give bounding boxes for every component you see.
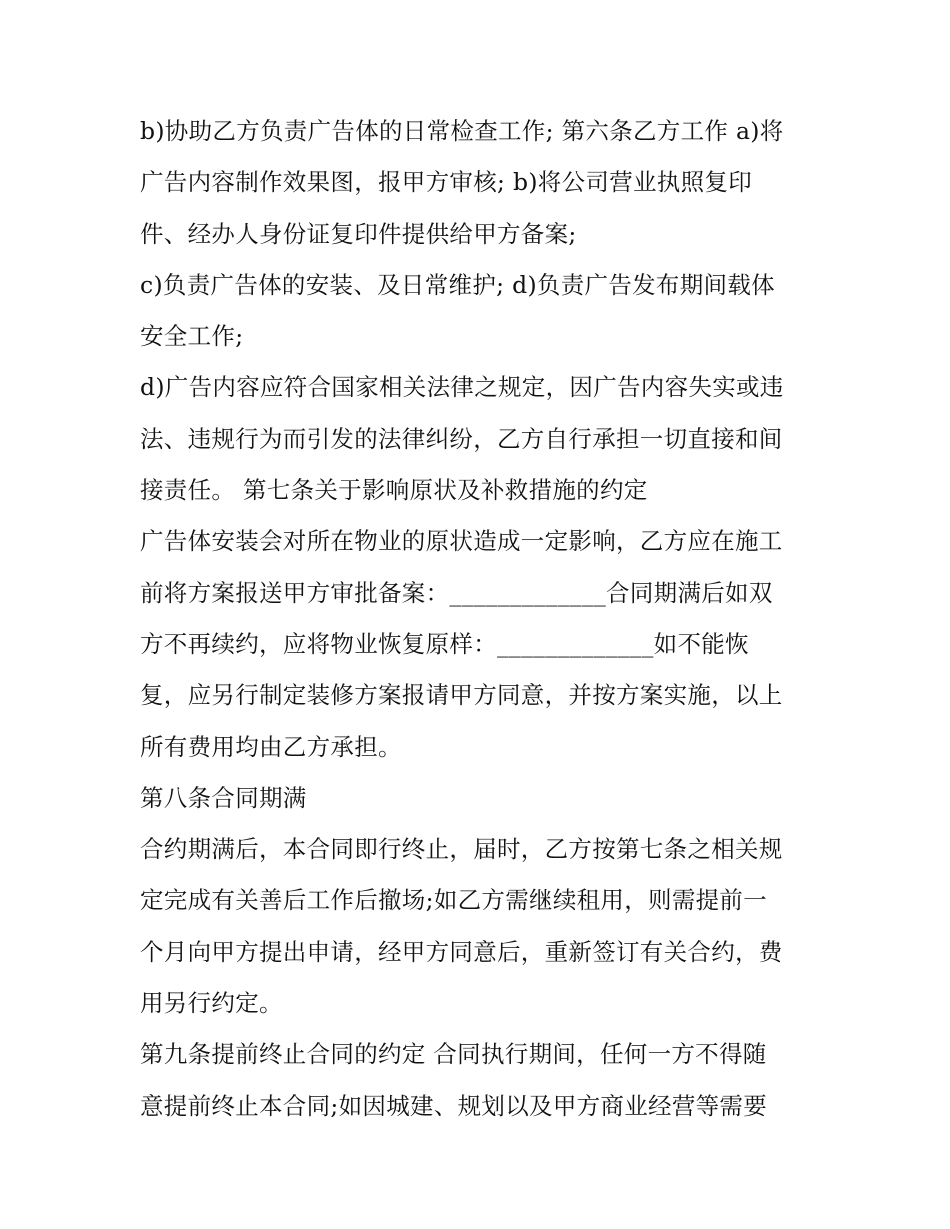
- text-line-17: 个月向甲方提出申请，经甲方同意后，重新签订有关合约，费: [140, 937, 783, 966]
- text-line-13: 所有费用均由乙方承担。: [140, 732, 402, 761]
- text-line-16: 定完成有关善后工作后撤场;如乙方需继续租用，则需提前一: [140, 886, 768, 915]
- text-line-10: 前将方案报送甲方审批备案：_____________合同期满后如双: [140, 578, 773, 607]
- text-line-20: 意提前终止本合同;如因城建、规划以及甲方商业经营等需要: [140, 1091, 768, 1120]
- text-line-4: c)负责广告体的安装、及日常维护; d)负责广告发布期间载体: [140, 270, 775, 299]
- text-line-5: 安全工作;: [140, 322, 244, 351]
- text-line-9: 广告体安装会对所在物业的原状造成一定影响，乙方应在施工: [140, 527, 783, 556]
- text-line-12: 复，应另行制定装修方案报请甲方同意，并按方案实施，以上: [140, 681, 783, 710]
- text-line-8: 接责任。 第七条关于影响原状及补救措施的约定: [140, 476, 648, 505]
- text-line-1: b)协助乙方负责广告体的日常检查工作; 第六条乙方工作 a)将: [140, 117, 784, 145]
- text-line-15: 合约期满后，本合同即行终止，届时，乙方按第七条之相关规: [140, 835, 783, 864]
- text-line-7: 法、违规行为而引发的法律纠纷，乙方自行承担一切直接和间: [140, 424, 783, 453]
- text-line-19: 第九条提前终止合同的约定 合同执行期间，任何一方不得随: [140, 1040, 767, 1069]
- text-line-3: 件、经办人身份证复印件提供给甲方备案;: [140, 219, 577, 248]
- text-line-6: d)广告内容应符合国家相关法律之规定，因广告内容失实或违: [140, 373, 784, 402]
- text-line-2: 广告内容制作效果图，报甲方审核; b)将公司营业执照复印: [140, 168, 752, 197]
- contract-text-body: [140, 106, 820, 1132]
- text-line-18: 用另行约定。: [140, 989, 283, 1018]
- text-line-11: 方不再续约，应将物业恢复原样：_____________如不能恢: [140, 629, 749, 658]
- section-heading-8: 第八条合同期满: [140, 783, 307, 812]
